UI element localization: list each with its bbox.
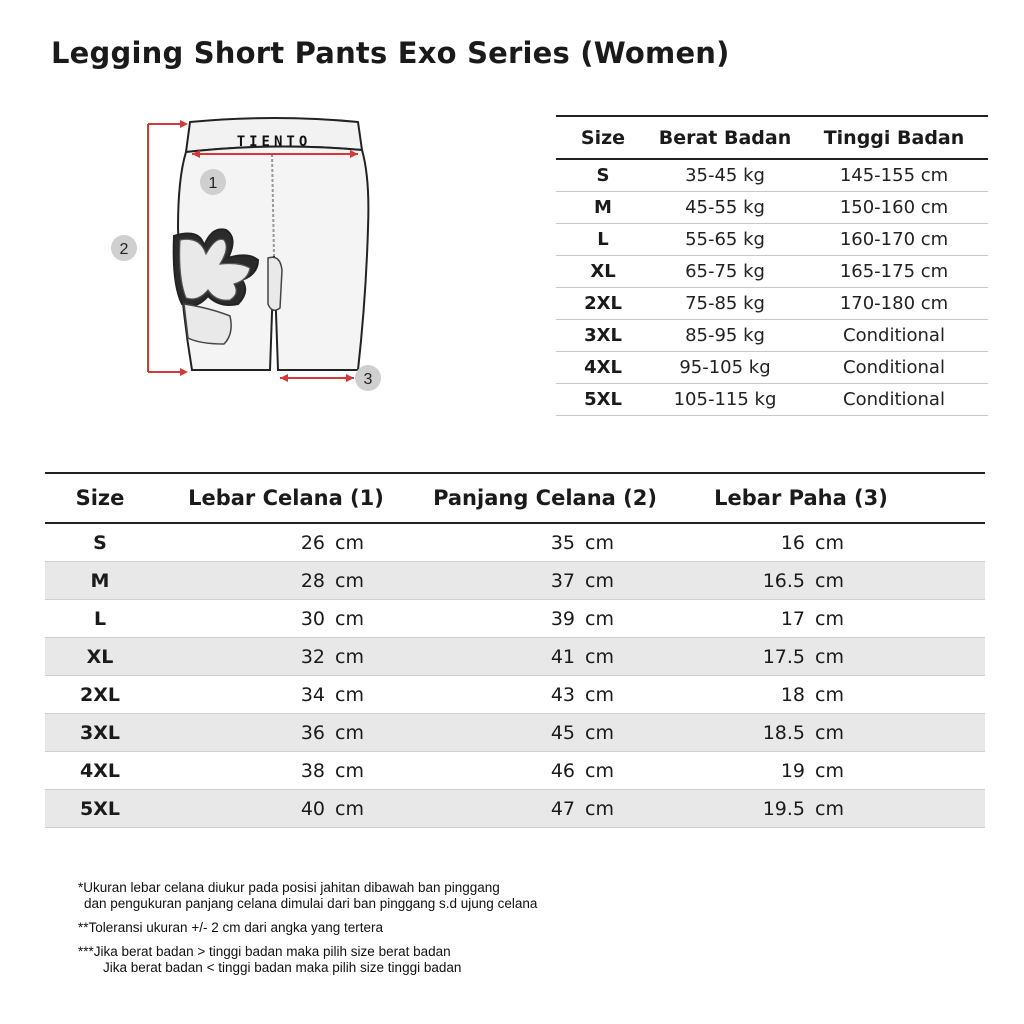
unit-label: cm (335, 683, 364, 706)
marker-1-label: 1 (208, 175, 218, 192)
header-berat-badan: Berat Badan (658, 126, 792, 149)
panjang-value: 39 (550, 607, 575, 630)
berat-cell: 55-65 kg (685, 229, 765, 250)
paha-value: 16 (780, 531, 805, 554)
note-2: **Toleransi ukuran +/- 2 cm dari angka yang tertera (78, 920, 384, 935)
table-row (556, 160, 988, 192)
panjang-cell (417, 608, 673, 630)
unit-label: cm (815, 683, 844, 706)
note-1-line-2: dan pengukuran panjang celana dimulai dari ban pinggang s.d ujung celana (84, 896, 538, 911)
tinggi-cell: 170-180 cm (839, 293, 949, 314)
unit-label: cm (815, 569, 844, 592)
body-size-table (556, 115, 988, 416)
table-row (45, 676, 985, 714)
paha-value: 16.5 (762, 569, 805, 592)
size-cell: 2XL (584, 293, 622, 314)
unit-label: cm (585, 721, 614, 744)
size-cell: 3XL (80, 721, 120, 744)
header-size: Size (75, 486, 125, 510)
panjang-cell (417, 798, 673, 820)
table-row (45, 638, 985, 676)
paha-cell (673, 760, 929, 782)
pants-drawing (100, 108, 400, 408)
panjang-value: 47 (550, 797, 575, 820)
size-cell: XL (86, 645, 114, 668)
paha-value: 17 (780, 607, 805, 630)
panjang-cell (417, 760, 673, 782)
panjang-cell (417, 722, 673, 744)
paha-cell (673, 608, 929, 630)
size-cell: 5XL (584, 389, 622, 410)
size-cell: 3XL (584, 325, 622, 346)
table-row (556, 384, 988, 416)
lebar-cell (155, 532, 417, 554)
size-cell: M (594, 197, 612, 218)
note-3-line-1: ***Jika berat badan > tinggi badan maka pilih size berat badan (78, 944, 451, 959)
paha-value: 18 (780, 683, 805, 706)
header-tinggi-badan: Tinggi Badan (823, 126, 965, 149)
header-lebar-paha: Lebar Paha (3) (714, 486, 888, 510)
unit-label: cm (585, 607, 614, 630)
paha-cell (673, 532, 929, 554)
unit-label: cm (335, 569, 364, 592)
size-cell: 2XL (80, 683, 120, 706)
note-1-line-1: *Ukuran lebar celana diukur pada posisi jahitan dibawah ban pinggang (78, 880, 500, 895)
panjang-value: 37 (550, 569, 575, 592)
table-row (556, 224, 988, 256)
table-row (45, 562, 985, 600)
unit-label: cm (815, 759, 844, 782)
tinggi-cell: Conditional (843, 357, 945, 378)
unit-label: cm (585, 759, 614, 782)
berat-cell: 35-45 kg (685, 165, 765, 186)
table-row (45, 524, 985, 562)
paha-cell (673, 722, 929, 744)
body-table-header (556, 115, 988, 160)
panjang-cell (417, 684, 673, 706)
size-cell: L (597, 229, 609, 250)
panjang-value: 45 (550, 721, 575, 744)
size-cell: S (596, 165, 610, 186)
table-row (45, 714, 985, 752)
unit-label: cm (815, 607, 844, 630)
size-cell: 4XL (80, 759, 120, 782)
unit-label: cm (585, 683, 614, 706)
unit-label: cm (335, 607, 364, 630)
size-cell: 4XL (584, 357, 622, 378)
table-row (45, 790, 985, 828)
note-tolerance (78, 920, 678, 936)
paha-cell (673, 798, 929, 820)
paha-value: 18.5 (762, 721, 805, 744)
lebar-value: 38 (300, 759, 325, 782)
unit-label: cm (585, 569, 614, 592)
table-row (45, 752, 985, 790)
berat-cell: 75-85 kg (685, 293, 765, 314)
brand-logo: TIENTO (236, 134, 312, 150)
garment-size-table (45, 472, 985, 828)
berat-cell: 95-105 kg (679, 357, 771, 378)
paha-value: 19.5 (762, 797, 805, 820)
berat-cell: 85-95 kg (685, 325, 765, 346)
marker-2-label: 2 (119, 241, 129, 258)
berat-cell: 65-75 kg (685, 261, 765, 282)
unit-label: cm (585, 531, 614, 554)
berat-cell: 105-115 kg (673, 389, 777, 410)
table-row (556, 320, 988, 352)
table-row (45, 600, 985, 638)
tinggi-cell: Conditional (843, 325, 945, 346)
lebar-cell (155, 570, 417, 592)
lebar-value: 32 (300, 645, 325, 668)
pants-illustration (100, 108, 400, 408)
panjang-value: 41 (550, 645, 575, 668)
paha-value: 17.5 (762, 645, 805, 668)
paha-cell (673, 684, 929, 706)
lebar-value: 36 (300, 721, 325, 744)
panjang-cell (417, 532, 673, 554)
tinggi-cell: 145-155 cm (839, 165, 949, 186)
panjang-cell (417, 646, 673, 668)
lebar-cell (155, 722, 417, 744)
unit-label: cm (585, 797, 614, 820)
panjang-value: 43 (550, 683, 575, 706)
unit-label: cm (815, 797, 844, 820)
page-title: Legging Short Pants Exo Series (Women) (51, 36, 730, 70)
table-row (556, 288, 988, 320)
lebar-cell (155, 760, 417, 782)
tinggi-cell: 160-170 cm (839, 229, 949, 250)
header-panjang-celana: Panjang Celana (2) (433, 486, 657, 510)
size-cell: S (93, 531, 107, 554)
unit-label: cm (335, 797, 364, 820)
size-cell: 5XL (80, 797, 120, 820)
note-size-choice (78, 944, 678, 976)
lebar-cell (155, 608, 417, 630)
unit-label: cm (335, 645, 364, 668)
paha-cell (673, 646, 929, 668)
garment-table-header (45, 472, 985, 524)
table-row (556, 256, 988, 288)
marker-3-label: 3 (363, 371, 373, 388)
lebar-value: 40 (300, 797, 325, 820)
panjang-cell (417, 570, 673, 592)
tinggi-cell: 165-175 cm (839, 261, 949, 282)
tinggi-cell: Conditional (843, 389, 945, 410)
panjang-value: 35 (550, 531, 575, 554)
lebar-value: 26 (300, 531, 325, 554)
table-row (556, 352, 988, 384)
note-3-line-2: Jika berat badan < tinggi badan maka pilih size tinggi badan (103, 960, 462, 975)
unit-label: cm (335, 759, 364, 782)
tinggi-cell: 150-160 cm (839, 197, 949, 218)
lebar-value: 30 (300, 607, 325, 630)
unit-label: cm (585, 645, 614, 668)
size-cell: L (93, 607, 107, 630)
footnotes (78, 880, 678, 984)
size-cell: M (90, 569, 110, 592)
unit-label: cm (815, 645, 844, 668)
note-measurement (78, 880, 678, 912)
paha-cell (673, 570, 929, 592)
paha-value: 19 (780, 759, 805, 782)
lebar-cell (155, 684, 417, 706)
lebar-value: 34 (300, 683, 325, 706)
unit-label: cm (335, 531, 364, 554)
header-size: Size (580, 126, 626, 149)
table-row (556, 192, 988, 224)
lebar-cell (155, 646, 417, 668)
unit-label: cm (815, 721, 844, 744)
unit-label: cm (335, 721, 364, 744)
berat-cell: 45-55 kg (685, 197, 765, 218)
lebar-cell (155, 798, 417, 820)
size-cell: XL (590, 261, 616, 282)
unit-label: cm (815, 531, 844, 554)
header-lebar-celana: Lebar Celana (1) (188, 486, 384, 510)
panjang-value: 46 (550, 759, 575, 782)
lebar-value: 28 (300, 569, 325, 592)
